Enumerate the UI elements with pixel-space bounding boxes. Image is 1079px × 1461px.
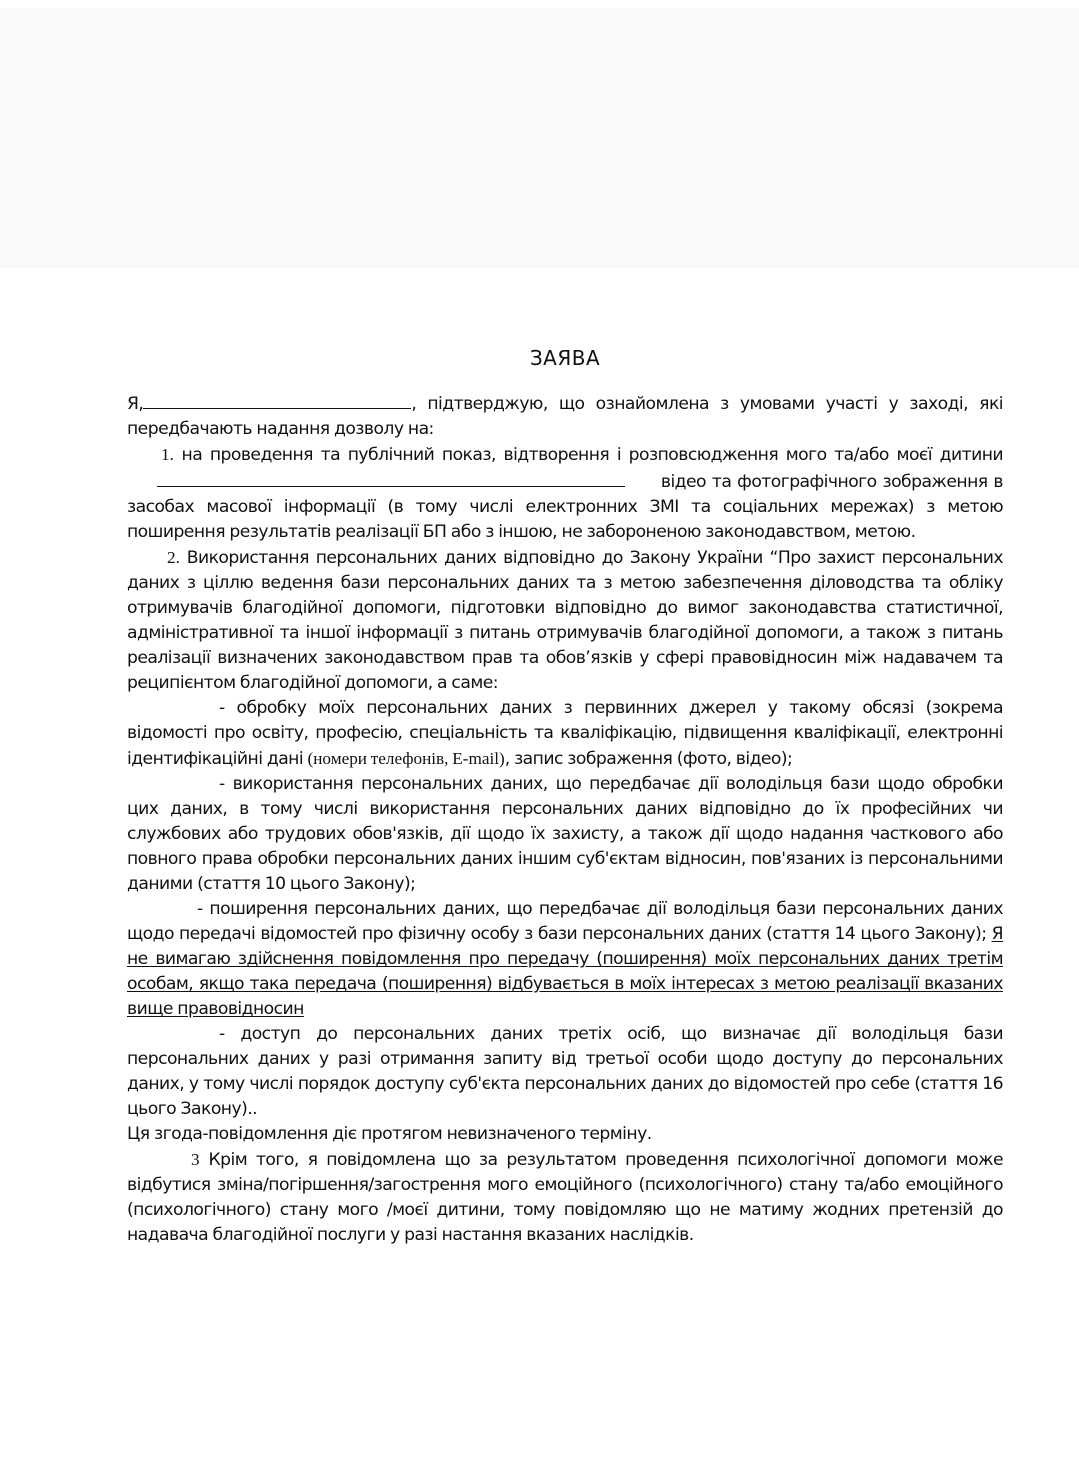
top-blank-band bbox=[0, 8, 1079, 268]
item-1-paragraph bbox=[127, 442, 1003, 545]
intro-prefix: Я, bbox=[127, 394, 144, 414]
sub-processing-text-b: , запис зображення (фото, відео); bbox=[504, 749, 793, 769]
sub-processing-serif-part: (номери телефонів, E-mail) bbox=[307, 749, 505, 768]
validity-text: Ця згода-повідомлення діє протягом невизначеного терміну. bbox=[127, 1124, 652, 1144]
sub-item-dissemination bbox=[127, 897, 1003, 1022]
intro-paragraph bbox=[127, 390, 1003, 442]
sub-item-access bbox=[127, 1022, 1003, 1122]
name-blank-field[interactable] bbox=[143, 390, 411, 409]
item-1-text-a: на проведення та публічний показ, відтворення і розповсюдження мого та/або моєї дитини bbox=[173, 445, 1003, 465]
validity-statement bbox=[127, 1122, 1003, 1147]
sub-item-processing bbox=[127, 696, 1003, 772]
document-title: ЗАЯВА bbox=[529, 346, 601, 370]
item-3-text: Крім того, я повідомлена що за результатом проведення психологічної допомоги може відбутися зміна/погіршення/загострення мого емоційного (психологічного) стану та/або емоційного (психологічного) стану мого /моєї дитини, тому повідомляю що не матиму жодних претензій до надавача благодійної послуги у разі настання вказаних наслідків. bbox=[127, 1150, 1003, 1245]
sub-access-text: - доступ до персональних даних третіх осіб, що визначає дії володільця бази персональних даних у разі отримання запиту від третьої особи щодо доступу до персональних даних, у тому числі порядок доступу суб'єкта персональних даних до відомостей про себе (стаття 16 цього Закону).. bbox=[127, 1024, 1003, 1119]
item-1-number: 1. bbox=[161, 445, 174, 464]
sub-item-usage bbox=[127, 772, 1003, 897]
sub-processing-text-a: - обробку моїх персональних даних з первинних джерел у такому обсязі (зокрема відомості про освіту, професію, спеціальність та кваліфікацію, підвищення кваліфікації, електронні ідентифікаційні дані bbox=[127, 698, 1003, 769]
sub-dissemination-underlined: Я не вимагаю здійснення повідомлення про передачу (поширення) моїх персональних даних третім особам, якщо така передача (поширення) відбувається в моїх інтересах з метою реалізації вказаних вище правовідносин bbox=[127, 924, 1003, 1019]
intro-suffix: , підтверджую, що ознайомлена з умовами участі у заході, які передбачають надання дозволу на: bbox=[127, 394, 1003, 439]
item-2-paragraph bbox=[127, 545, 1003, 696]
child-name-blank-field[interactable] bbox=[157, 468, 625, 487]
item-3-paragraph bbox=[127, 1147, 1003, 1248]
document-page bbox=[127, 340, 1003, 1248]
item-1-text-b: відео та фотографічного зображення в засобах масової інформації (в тому числі електронних ЗМІ та соціальних мережах) з метою поширення результатів реалізації БП або з іншою, не забороненою законодавством, метою. bbox=[127, 472, 1003, 542]
item-2-text: Використання персональних даних відповідно до Закону України “Про захист персональних даних з ціллю ведення бази персональних даних та з метою забезпечення діловодства та обліку отримувачів благодійної допомоги, підготовки відповідно до вимог законодавства статистичної, адміністративної та іншої інформації з питань отримувачів благодійної допомоги, а також з питань реалізації визначених законодавством прав та обов’язків у сфері правовідносин між надавачем та реципієнтом благодійної допомоги, а саме: bbox=[127, 548, 1003, 693]
sub-dissemination-text: - поширення персональних даних, що передбачає дії володільця бази персональних даних щодо передачі відомостей про фізичну особу з бази персональних даних (стаття 14 цього Закону); bbox=[127, 899, 1003, 944]
item-2-number: 2. bbox=[167, 548, 180, 567]
sub-usage-text: - використання персональних даних, що передбачає дії володільця бази щодо обробки цих даних, в тому числі використання персональних даних відповідно до їх професійних чи службових або трудових обов'язків, дії щодо їх захисту, а також дії щодо надання часткового або повного права обробки персональних даних іншим суб'єктам відносин, пов'язаних із персональними даними (стаття 10 цього Закону); bbox=[127, 774, 1003, 894]
item-3-number: 3 bbox=[191, 1150, 200, 1169]
